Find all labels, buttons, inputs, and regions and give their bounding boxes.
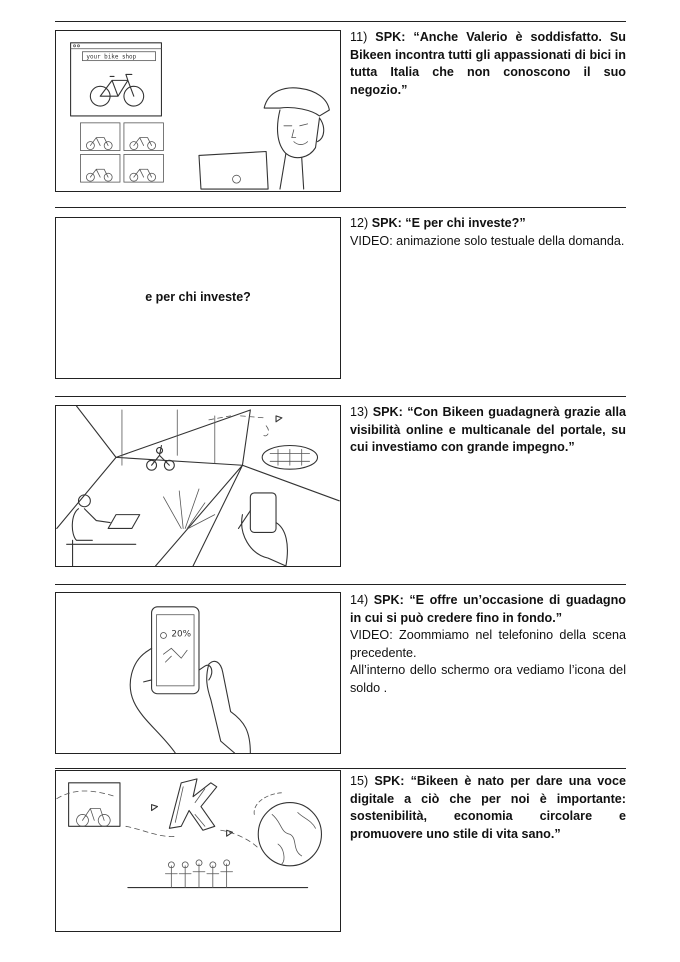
caption-15 [350,773,626,843]
separator-rule [55,584,626,585]
caption-11 [350,29,626,99]
laptop-sketch [199,151,268,189]
speaker-line: SPK: “Bikeen è nato per dare una voce digitale a ciò che per noi è importante: sostenibilità, economia circolare e promuovere uno stile di vita sano.” [350,774,626,841]
scene-number: 14) [350,593,369,607]
hands-sketch [130,648,250,753]
separator-rule [55,768,626,769]
storyboard-frame-12 [55,217,341,379]
bike-window-sketch [69,783,120,826]
scene-number: 12) [350,216,369,230]
sketch-bike-shop-laptop [56,31,340,191]
separator-rule [55,207,626,208]
speaker-line: SPK: “Anche Valerio è soddisfatto. Su Bikeen incontra tutti gli appassionati di bici in tutta Italia che non conoscono il suo negozio.” [350,30,626,97]
scene-number: 11) [350,30,368,44]
globe-sketch [254,793,321,866]
storyboard-frame-13 [55,405,341,567]
speaker-line: SPK: “E per chi investe?” [371,216,526,230]
shop-sign-text: your bike shop [86,54,137,61]
sketch-bikeen-values [56,771,340,931]
caption-13 [350,404,626,457]
caption-14 [350,592,626,698]
video-note: VIDEO: animazione solo testuale della domanda. [350,233,625,248]
phone-screen-sketch [152,607,199,694]
video-note-detail: All’interno dello schermo ora vediamo l’icona del soldo . [350,663,626,695]
bikeen-k-logo-sketch [169,779,216,830]
separator-rule [55,21,626,22]
hand-with-phone-sketch [238,493,287,566]
man-with-cap-sketch [264,88,329,189]
frame-question-text: e per chi investe? [145,290,251,304]
speaker-line: SPK: “E offre un’occasione di guadagno in cui si può credere fino in fondo.” [350,593,626,625]
person-at-laptop-sketch [67,495,140,566]
sketch-phone-zoom [56,593,340,753]
speaker-line: SPK: “Con Bikeen guadagnerà grazie alla visibilità online e multicanale del portale, su cui investiamo con grande impegno.” [350,405,627,455]
caption-12 [350,215,626,250]
sketch-multichannel-collage [56,406,340,566]
bike-thumbnail-grid [80,123,163,182]
storyboard-frame-15 [55,770,341,932]
storyboard-frame-11 [55,30,341,192]
scene-number: 13) [350,405,369,419]
percent-label: 20% [171,629,192,640]
separator-rule [55,396,626,397]
video-note: VIDEO: Zoommiamo nel telefonino della scena precedente. [350,628,626,660]
scene-number: 15) [350,774,369,788]
storyboard-frame-14 [55,592,341,754]
